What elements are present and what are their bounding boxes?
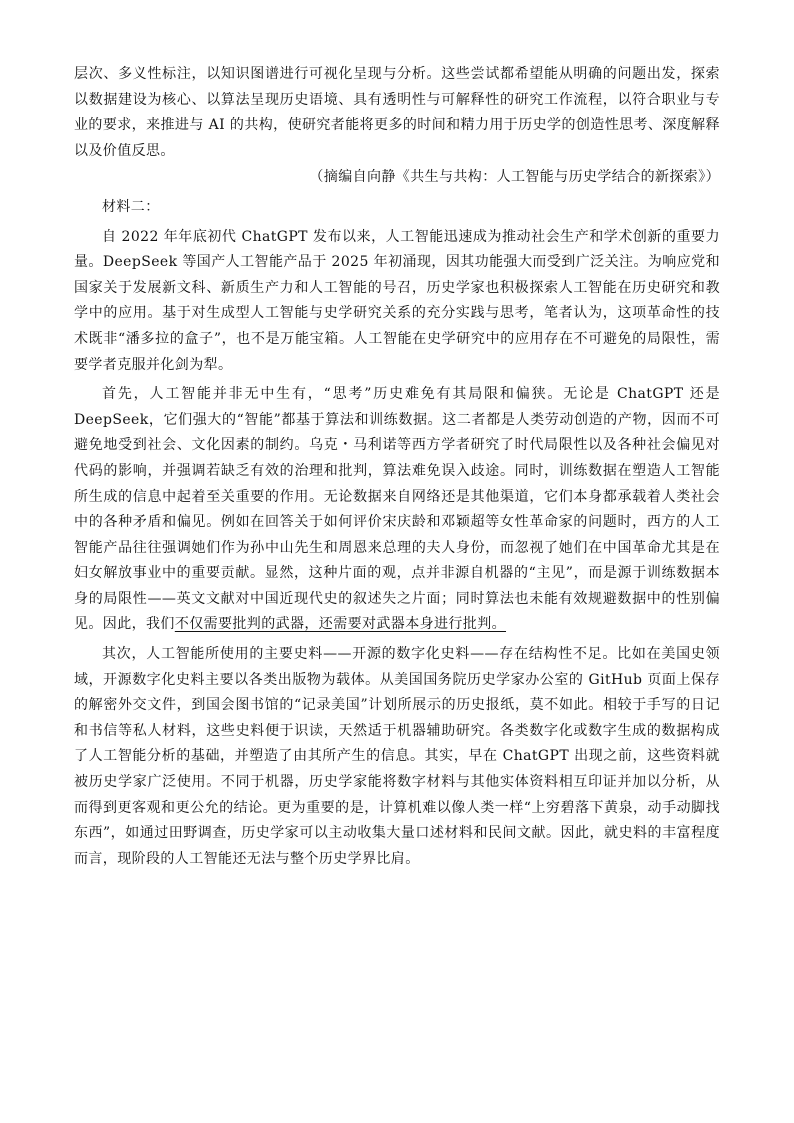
paragraph-1: 自 2022 年年底初代 ChatGPT 发布以来，人工智能迅速成为推动社会生产和学术创新的重要力量。DeepSeek 等国产人工智能产品于 2025 年初涌现，因其功能强大而受到广泛关注。为响应党和国家关于发展新文科、新质生产力和人工智能的号召，历史学家也积极探索人工智能在历史研究和教学中的应用。基于对生成型人工智能与史学研究关系的充分实践与思考，笔者认为，这项革命性的技术既非“潘多拉的盒子”，也不是万能宝箱。人工智能在史学研究中的应用存在不可避免的局限性，需要学者克服并化剑为犁。 <box>74 228 720 373</box>
paragraph-2-text: 首先，人工智能并非无中生有，“思考”历史难免有其局限和偏狭。无论是 ChatGPT 还是 DeepSeek，它们强大的“智能”都基于算法和训练数据。这二者都是人类劳动创造的产物，因而不可避免地受到社会、文化因素的制约。乌克・马利诺等西方学者研究了时代局限性以及各种社会偏见对代码的影响，并强调若缺乏有效的治理和批判，算法难免误入歧途。同时，训练数据在塑造人工智能所生成的信息中起着至关重要的作用。无论数据来自网络还是其他渠道，它们本身都承载着人类社会中的各种矛盾和偏见。例如在回答关于如何评价宋庆龄和邓颖超等女性革命家的问题时，西方的人工智能产品往往强调她们作为孙中山先生和周恩来总理的夫人身份，而忽视了她们在中国革命尤其是在妇女解放事业中的重要贡献。显然，这种片面的观，点并非源自机器的“主见”，而是源于训练数据本身的局限性——英文文献对中国近现代史的叙述失之片面；同时算法也未能有效规避数据中的性别偏见。因此，我们 <box>74 386 720 633</box>
paragraph-3: 其次，人工智能所使用的主要史料——开源的数字化史料——存在结构性不足。比如在美国史领域，开源数字化史料主要以各类出版物为载体。从美国国务院历史学家办公室的 GitHub 页面上保存的解密外交文件，到国会图书馆的“记录美国”计划所展示的历史报纸，莫不如此。相较于手写的日记和书信等私人材料，这些史料便于识读，天然适于机器辅助研究。各类数字化或数字生成的数据构成了人工智能分析的基础，并塑造了由其所产生的信息。其实，早在 ChatGPT 出现之前，这些资料就被历史学家广泛使用。不同于机器，历史学家能将数字材料与其他实体资料相互印证并加以分析，从而得到更客观和更公允的结论。更为重要的是，计算机难以像人类一样“上穷碧落下黄泉，动手动脚找东西”，如通过田野调查，历史学家可以主动收集大量口述材料和民间文献。因此，就史料的丰富程度而言，现阶段的人工智能还无法与整个历史学界比肩。 <box>74 646 720 867</box>
document-page <box>74 62 720 872</box>
source-note: （摘编自向静《共生与共构：人工智能与历史学结合的新探索》） <box>309 169 720 186</box>
material-heading: 材料二： <box>102 198 160 215</box>
paragraph-2 <box>74 382 720 638</box>
underlined-sentence: 不仅需要批判的武器，还需要对武器本身进行批判。 <box>174 616 507 633</box>
continuation-paragraph: 层次、多义性标注，以知识图谱进行可视化呈现与分析。这些尝试都希望能从明确的问题出发，探索以数据建设为核心、以算法呈现历史语境、具有透明性与可解释性的研究工作流程，以符合职业与专业的要求，来推进与 AI 的共构，使研究者能将更多的时间和精力用于历史学的创造性思考、深度解释以及价值反思。 <box>74 66 720 159</box>
